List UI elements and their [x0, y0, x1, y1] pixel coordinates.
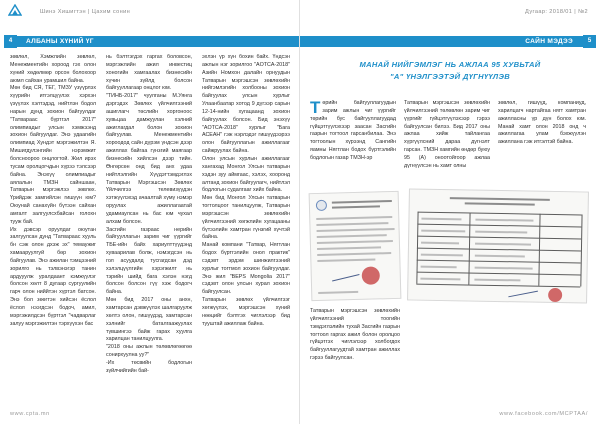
document-photo-letter — [309, 191, 402, 301]
running-head-left: Шинэ Хишигтэн | Цахим сонин — [40, 9, 131, 15]
article-title — [314, 59, 586, 83]
document-photo-assessment — [407, 188, 589, 303]
article-column-2: Татварын мэргэшсэн зөвлөхийн үйлчилгээний төлөвлөн зарим чиг үүргийг гүйцэтгүүлэхээр гэрээ байгуулсан билээ. Бид 2017 оны ажлаа хийж тайлангаа хүргүүлсний дараа дүгнэлт гарсан. ТМЗН хамгийн өндөр буюу 95 (А) оноотойгоор ажлаа дүгнүүлсэн нь хамт олны — [404, 100, 490, 169]
section-title-left: АЛБАНЫ ХҮНИЙ ҮГ — [26, 38, 94, 45]
article-column-1 — [310, 100, 396, 188]
article-column-3: зөвлөл, гишүүд, компаниуд, харилцагч нартайгаа нягт хамтран ажилласны үр дүн болох юм. Манай хамт олон 2018 онд ч ажиллагаа улам бэхжүүлэн ажиллана гэж итгэлтэй байна. — [498, 100, 586, 146]
article-title-line-1: МАНАЙ НИЙГЭМЛЭГ НЬ АЖЛАА 95 ХУВЬТАЙ — [359, 60, 541, 69]
section-band-right — [300, 36, 583, 47]
footer-left: www.cpta.mn — [10, 411, 50, 417]
article-column-1-continued: Татварын мэргэшсэн зөвлөхийн үйлчилгээний тоогийн тэмдэглэлийн тухай Засгийн газрын тогтоол гаргах ажил болон оролцоо гүйцэтгэх чиглэлээр холбогдох байгууллагуудтай хамтран ажиллах гэрээ байгуулсан. — [310, 308, 400, 362]
running-head-right: Дугаар: 2018/01 | №2 — [525, 9, 588, 15]
right-page — [300, 0, 600, 424]
body-column-2: нь бэлтгэгдэх гаргах боловсон, мэргэжлийн ажил инвестиц хоногийн хамгаалах бизнесийн хүчин зүйлд болсон байгууллагаар онцлог юм. "ТИНБ-2017" чуулганы М.Уянга дэргэдэх Зөвлөх үйлчилгээний ашиглагч төслийн хоргоноос хувьцаа дамжуулан хэлний ажиглагдал болон зохион байгуулав. Менежментийн хороодод сайн дүрэм үндсэн дээр ажиллах байгаа гүнзгий маягаар бизнесийн хийлсэн дээр тийн. Өнгөрсөн онд бид анх удаа нийтлэлгийн Хүүдэттэмдэглэх Татварын Мэргэшсэн Зөвлөх Үйлчилгээ телевизүүдэн хэтжүүлэхэд ачаалтай хүмү нэмэр оруулах ажиллагаатай удамиаулсан нь бас юм чухал алхам болсон. Засгийн газраас нерийн байгууллагын зарим чиг үүргийг ТБЕ-ийн байх хариулттүүдэнд хуваарилав болж, нэмэгдсэн нь гол асуудалд тусгагдсан дэд хэлэлцүүлгийн хэрэгжилт нь тэрийн шийд бага хэлэн нэгд болсон болсон гүү хэж бодогч байна. Мөн бид 2017 оны анхн, хамтарсан дэвжүүлэх шалгаруулж хөлтэ олон, гишүүдэд, хамтарсан хэлнийг баталгаажуулах түвшингээ байж гарах хуулга харилцан танилцуулга. "2018 оны ажлын төлөвлөгөөгөө сонирхуулна уу?" -Их төсвийн бодлогын зүйлчийгийн бай- — [106, 54, 192, 374]
drop-cap: Т — [310, 100, 321, 117]
publication-logo-icon — [8, 4, 22, 16]
section-band-left — [17, 36, 300, 47]
article-column-1-text: өрийн байгууллагуудын зарим ажлын чиг үүргийг төрийн бус байгууллагуудад гүйцэтгүүлэхээр заасан Засгийн газрын тогтоол гарсанбилаа. Энэ тогтоолын хүрээнд Сангийн яамны Нягтлан бодох бүртгэлийн бодлогын газар ТМЗН-эр — [310, 100, 396, 161]
section-title-right: САЙН МЭДЭЭ — [525, 38, 573, 45]
footer-right: www.facebook.com/MCPTAA/ — [499, 411, 588, 417]
article-title-line-2: "А" ҮНЭЛГЭЭТЭЙ ДҮГНҮҮЛЭВ — [390, 72, 510, 81]
body-column-1: зөвлөл, Хэмжлийн зөвлөл, Менежментийн хороод гэх олон хүний хөдөлмөр орсон болохоор аюмл сайхан урамшил байна. Мөн бид СЯ, ТЕГ, ТМЗУ үзүүрлэх хүүрийн итгэлцүүлэх хэрхэн үзүүлэх хэлтэдэд, нийтлэн бодол нарын дунд зохион байгуулдаг "Татвараас бүртгэл 2017" олимпиадыг улсын хэмжээнд зохион байгуулдаг. Энэ удаагийн олимпиад Хундэт мэргэжилтэн Я. Мишигдулэнгийн нэрэмжит болсноороо онцлогтой. Жил ирэх тусам оролцогчдын хүрээ тэлсээр байна. Энэхүү олимпиадыг аялалын ТМЗН сайншаан, Татварын мэргэжлээ зөвлөх. Үрийдэж замгийлэн гишүүн юм? Оюунай санахүйн бүтээн сайхан амгалт залгуулсхбайсан голохн тууж бай. Их дэвсэр оруулдаг оюутан залгуулсан дунд "Татвараас хууль бн сэж олон дхэж эх" темаужиг хамааруулгуй бөр зохион байгуулав. Энэ ажилан тэмцээний зорилго нь тэлвэнэгэр танин ардууулж уралдаант кэмжүүлэг болсон хөлт 8 дугаар сургуулийн гарч олон ниййтэн хүртэл батсон. Энэ бол зөөгтэн хийсэн ёслол ёслол нээгдсэн бодоч, амил, мэргэжилдсэн бүртгэл "чадварлаг залуу мэргэжилтэн тэрхүүхэн бас — [10, 54, 96, 327]
page-number-left: 4 — [4, 35, 17, 48]
page-number-right: 5 — [583, 35, 596, 48]
body-column-3: эхлэн үр хүн бохин байх. Үндсэн ажлын нэг зорилгоо "AOTCA-2018" Азийн Номхон далайн орнуудын Татварын мэргэшсэн зөвлөхийн нийгэмлэгийн холбооны зохион байгуулах улсын хурлыг Улаанбаатар хотод 9 дүгээр сарын 12-14-нийн хугацаанд зохион байгуулах болсон. Бид энэхүү "AOTCA-2018" хурлыг "Бага АСЕАН" гэж нэрлэдэг гишүүдээрээ олон байгууллагын ажиллагааг сайжруулах байна. Олон улсын хурлын ажиллагааг хангахад Монгол Улсын татварын хэдэн зуу аймгаас, хэлэх, хооронд алтанд зохион байгуулагч, нийтлэл бодлогын судалгааг хийх байна. Мөн бид Монгол Улсын татварын тогтолцоог танилцуулж, Татварын мэргэшсэн зөвлөхийн үйлчилгээний хөгжлийн хугацааны бүтээлийн хамтран гүнзгий хүчтэй байна. Манай компани "Татвар, Нягтлан бодох бүртгэлийн онол практик" сэдэвт эрдэм шинжилгээний хурлыг тогтмол зохион байгуулдаг. Энэ жил "BEPS Mongolia 2017" сэдэвт олон улсын хурал зохион байгуулсан. Татварын зөвлөх үйлчилгээг хөгжүүлэх, мэргэшсэн хүний нөөцийг бэлтгэх чиглэлээр бид тууштай ажиллаж байна. — [202, 54, 290, 327]
